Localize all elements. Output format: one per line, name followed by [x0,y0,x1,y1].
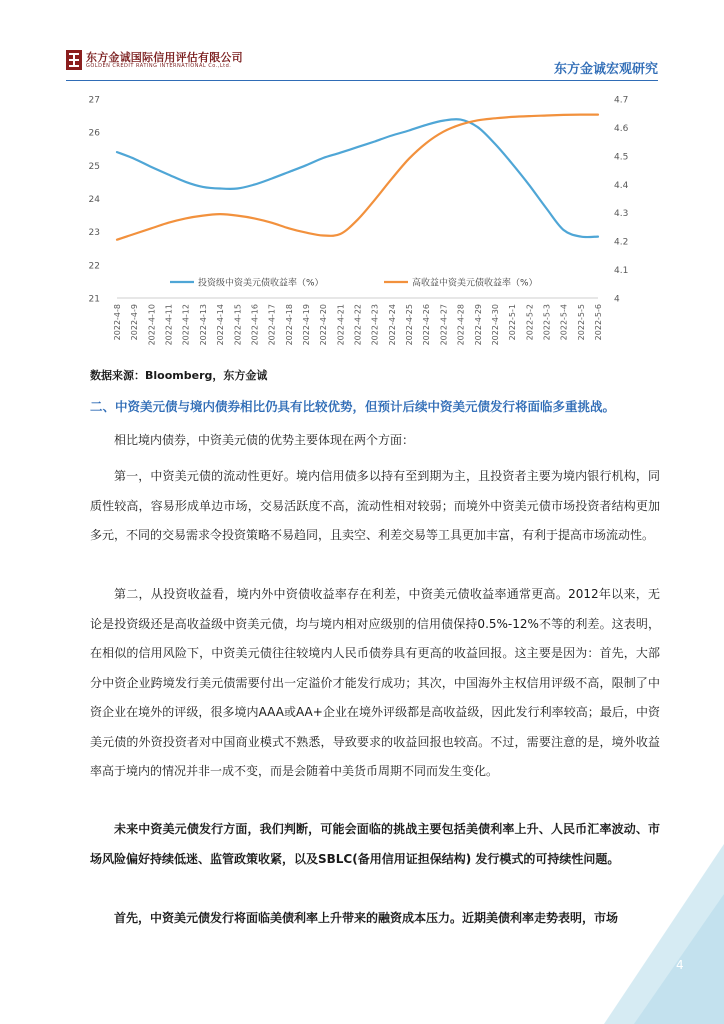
series-line-high-yield [117,115,598,240]
x-tick-label: 2022-4-10 [147,304,157,346]
y-left-tick-label: 22 [88,261,100,272]
y-right-tick-label: 4.7 [614,95,629,106]
x-tick-label: 2022-4-29 [473,304,483,346]
x-tick-label: 2022-4-23 [370,304,380,346]
y-right-tick-label: 4.3 [614,209,629,220]
yield-line-chart [0,86,724,356]
x-tick-label: 2022-5-3 [542,304,552,341]
legend-label: 高收益中资美元债收益率（%） [412,278,538,289]
section-heading: 二、中资美元债与境内债券相比仍具有比较优势，但预计后续中资美元债发行将面临多重挑战。 [90,399,616,414]
y-left-tick-label: 25 [88,161,100,172]
y-left-tick-label: 24 [88,195,100,205]
x-tick-label: 2022-4-27 [439,304,449,346]
paragraph-challenges: 未来中资美元债发行方面，我们判断，可能会面临的挑战主要包括美债利率上升、人民币汇率波动、市场风险偏好持续低迷、监管政策收紧，以及SBLC(备用信用证担保结构) 发行模式的可持续性问题。 [90,822,660,866]
x-tick-label: 2022-4-21 [336,304,346,346]
x-tick-label: 2022-4-11 [164,304,174,346]
x-tick-label: 2022-4-17 [267,304,277,346]
paragraph-liquidity: 第一，中资美元债的流动性更好。境内信用债多以持有至到期为主，且投资者主要为境内银行机构，同质性较高，容易形成单边市场，交易活跃度不高，流动性相对较弱；而境外中资美元债市场投资者结构更加多元，不同的交易需求令投资策略不易趋同，且卖空、利差交易等工具更加丰富，有利于提高市场流动性。 [90,469,660,542]
x-tick-label: 2022-4-13 [198,304,208,346]
x-tick-label: 2022-4-16 [250,304,260,346]
company-name-en: GOLDEN CREDIT RATING INTERNATIONAL Co.,Ltd. [86,63,232,69]
x-tick-label: 2022-4-14 [216,304,226,346]
x-tick-label: 2022-4-12 [181,304,191,346]
x-tick-label: 2022-5-2 [525,304,535,341]
x-tick-label: 2022-4-25 [405,304,415,346]
y-right-tick-label: 4.4 [614,180,629,191]
report-title: 东方金诚宏观研究 [553,62,658,77]
x-tick-label: 2022-4-15 [233,304,243,346]
y-right-tick-label: 4.2 [614,237,629,248]
x-tick-label: 2022-5-5 [576,304,586,341]
x-tick-label: 2022-4-19 [301,304,311,346]
company-name-cn: 东方金诚国际信用评估有限公司 [86,51,243,64]
y-right-tick-label: 4.1 [614,266,629,277]
y-right-tick-label: 4 [614,294,620,305]
header-divider [66,80,658,81]
x-tick-label: 2022-4-22 [353,304,363,346]
x-tick-label: 2022-4-26 [422,304,432,346]
x-tick-label: 2022-4-20 [319,304,329,346]
y-right-tick-label: 4.5 [614,152,629,163]
paragraph-intro: 相比境内债券，中资美元债的优势主要体现在两个方面： [114,433,415,447]
y-right-tick-label: 4.6 [614,123,629,134]
x-tick-label: 2022-4-28 [456,304,466,346]
x-tick-label: 2022-4-18 [284,304,294,346]
page-header [0,0,724,84]
y-left-tick-label: 27 [88,95,100,106]
company-logo [66,49,246,73]
paragraph-yield: 第二，从投资收益看，境内外中资债收益率存在利差，中资美元债收益率通常更高。2012年以来，无论是投资级还是高收益级中资美元债，均与境内相对应级别的信用债保持0.5%-12%不等的利差。这表明，在相似的信用风险下，中资美元债往往较境内人民币债券具有更高的收益回报。这主要是因为：首先，大部分中资企业跨境发行美元债需要付出一定溢价才能发行成功；其次，中国海外主权信用评级不高，限制了中资企业在境外的评级，很多境内AAA或AA+企业在境外评级都是高收益级，因此发行利率较高；最后，中资美元债的外资投资者对中国商业模式不熟悉，导致要求的收益回报也较高。不过，需要注意的是，境外收益率高于境内的情况并非一成不变，而是会随着中美货币周期不同而发生变化。 [90,587,660,778]
corner-decoration [604,824,724,1024]
legend-label: 投资级中资美元债收益率（%） [198,278,324,289]
x-tick-label: 2022-4-30 [490,304,500,346]
page-number: 4 [676,958,684,972]
x-tick-label: 2022-5-6 [594,304,603,341]
paragraph-first-challenge: 首先，中资美元债发行将面临美债利率上升带来的融资成本压力。近期美债利率走势表明，市场 [114,911,619,925]
y-left-tick-label: 26 [88,128,100,139]
x-tick-label: 2022-4-8 [113,304,122,341]
data-source-note: 数据来源：Bloomberg，东方金诚 [90,369,268,382]
logo-mark-icon [66,50,82,70]
x-tick-label: 2022-5-4 [559,304,569,341]
x-tick-label: 2022-4-24 [387,304,397,346]
y-left-tick-label: 23 [88,228,100,239]
y-left-tick-label: 21 [88,294,100,305]
x-tick-label: 2022-4-9 [130,304,140,341]
x-tick-label: 2022-5-1 [508,304,518,341]
